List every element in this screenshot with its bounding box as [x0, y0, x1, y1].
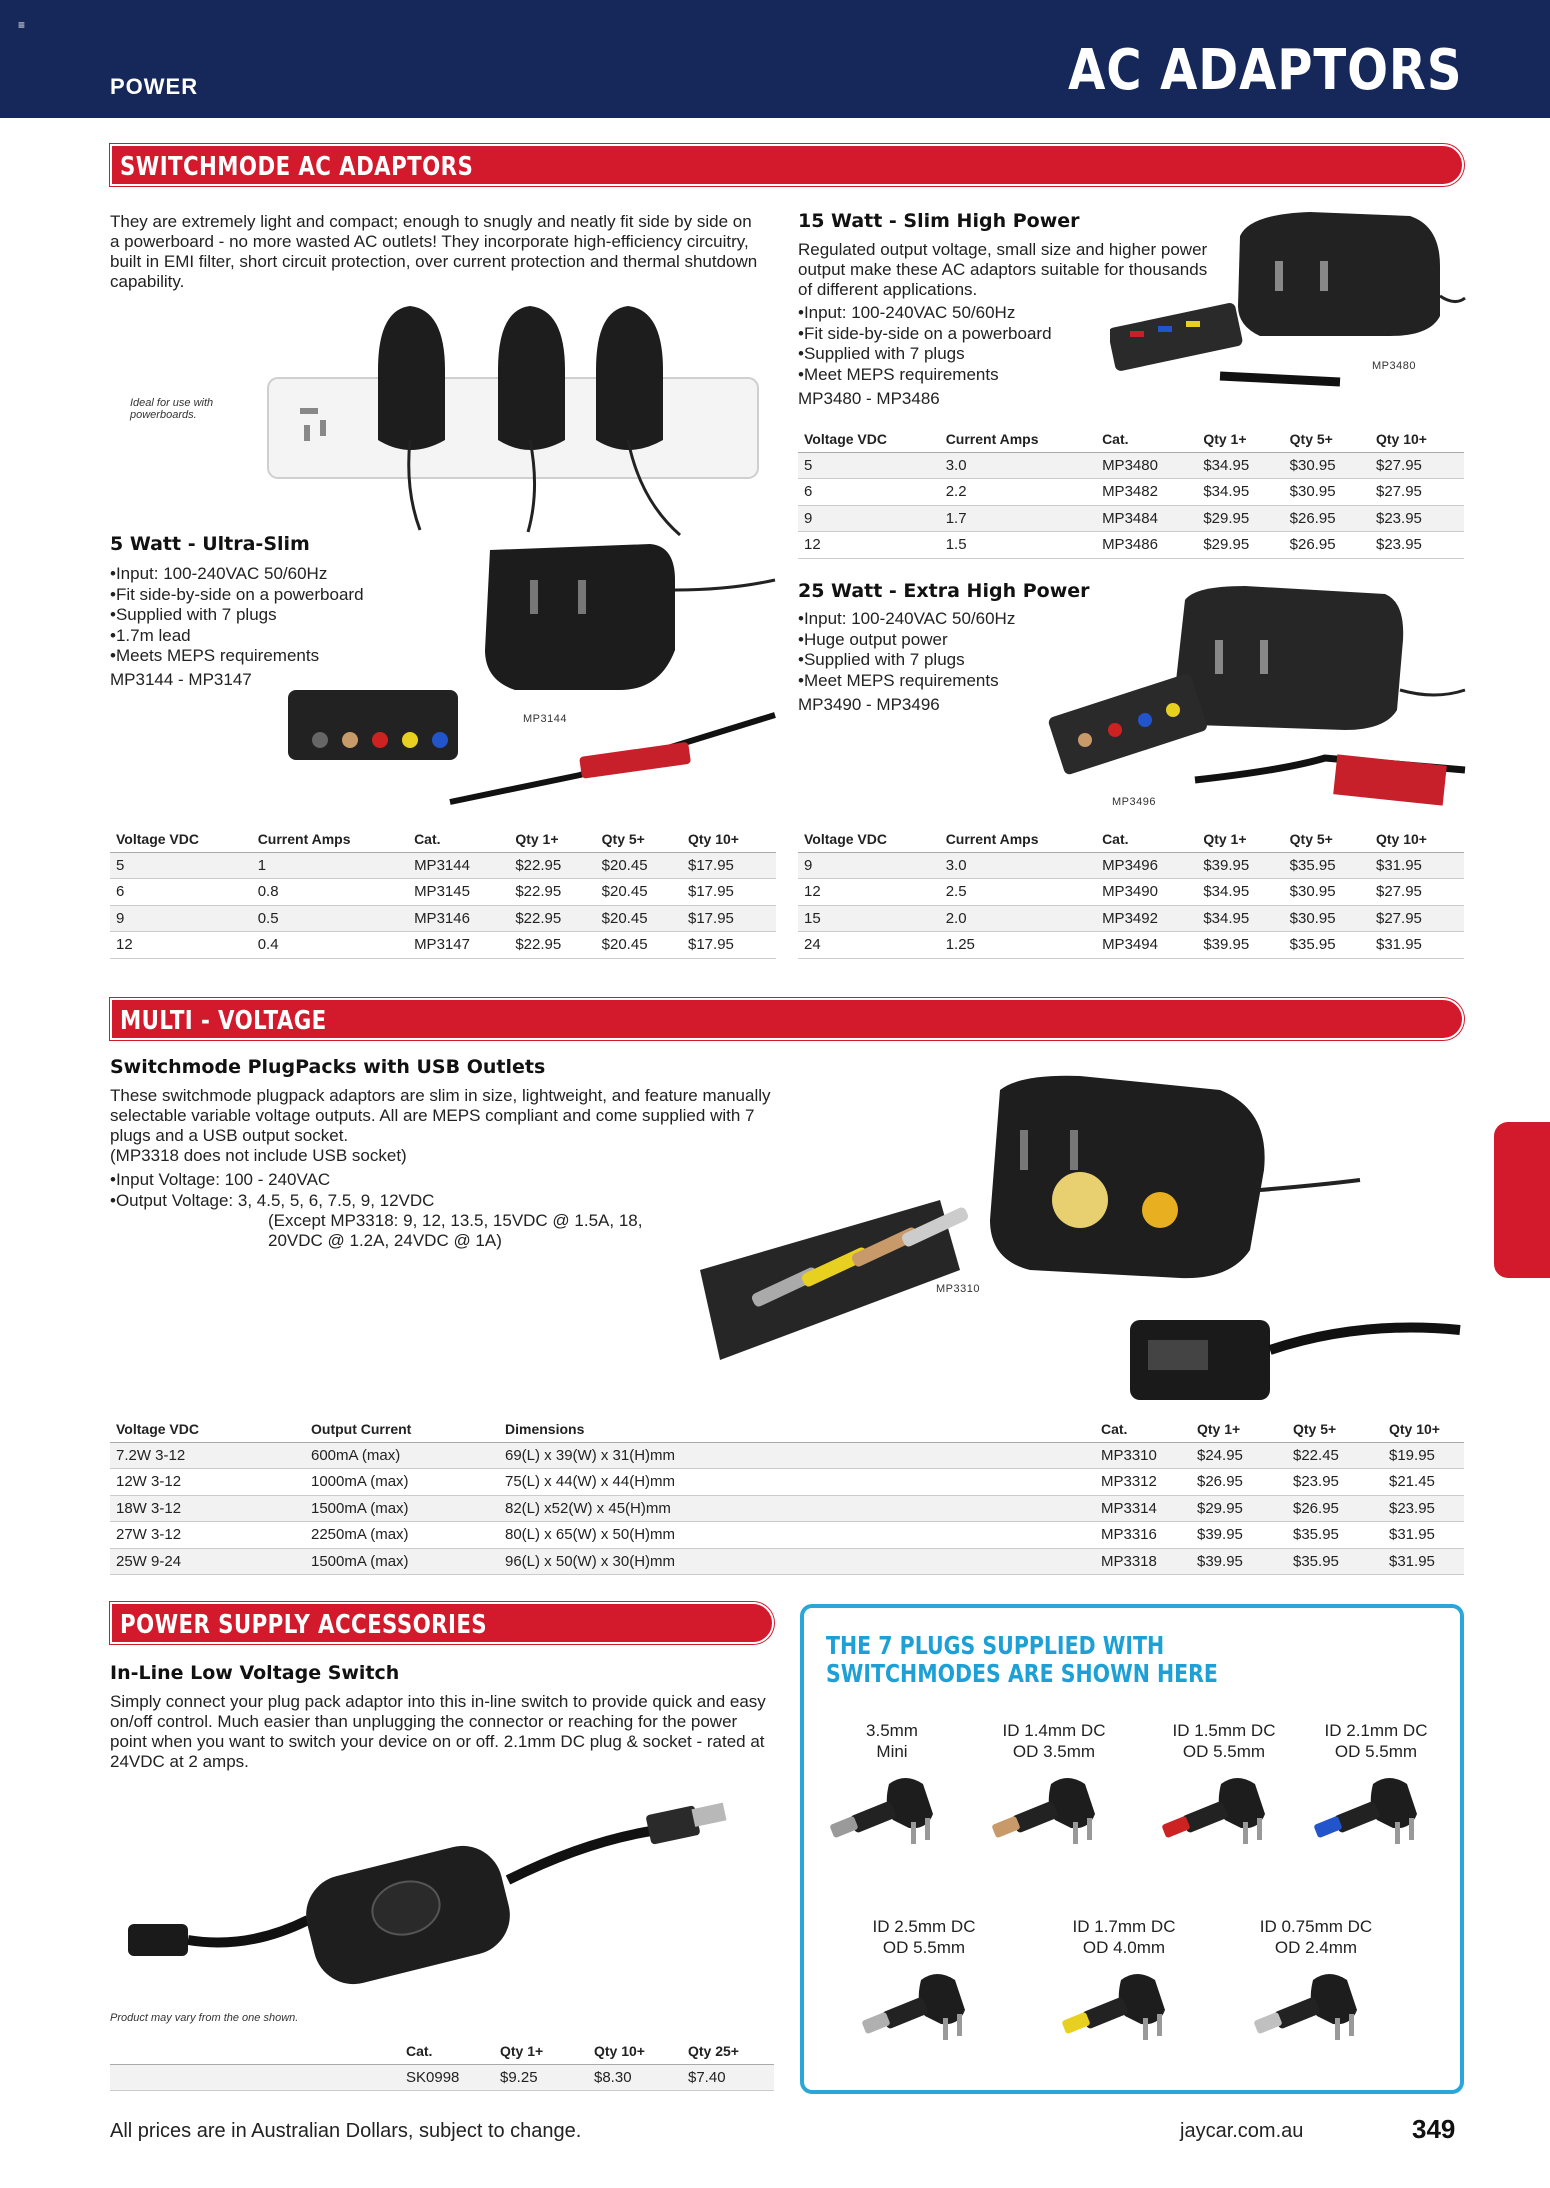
cell: 69(L) x 39(W) x 31(H)mm	[499, 1442, 1095, 1469]
cell: $22.95	[509, 905, 595, 932]
cell: 25W 9-24	[110, 1548, 305, 1575]
25w-features	[798, 609, 1015, 691]
cell: $22.95	[509, 932, 595, 959]
25w-feature: • Supplied with 7 plugs	[798, 650, 1015, 671]
table-row	[110, 2064, 774, 2091]
table-header-row	[110, 2038, 774, 2064]
plug-label-line: OD 5.5mm	[882, 1938, 966, 1957]
cell: 3.0	[940, 852, 1096, 879]
col-qty5: Qty 5+	[1284, 426, 1370, 452]
cell: $26.95	[1284, 505, 1370, 532]
col-dimensions: Dimensions	[499, 1416, 1095, 1442]
15w-title: 15 Watt - Slim High Power	[798, 210, 1080, 232]
plug-label-line: OD 2.4mm	[1274, 1938, 1358, 1957]
cell: 80(L) x 65(W) x 50(H)mm	[499, 1522, 1095, 1549]
plug-label-line: ID 1.4mm DC	[1002, 1721, 1106, 1740]
col-cat: Cat.	[400, 2038, 494, 2064]
plug-icon	[1251, 1966, 1381, 2056]
plug-label-line: 3.5mm	[866, 1721, 918, 1740]
cell: MP3494	[1096, 932, 1197, 959]
cell: 27W 3-12	[110, 1522, 305, 1549]
plugs-title	[826, 1632, 1218, 1688]
plugs-info-box	[800, 1604, 1464, 2094]
col-voltage: Voltage VDC	[798, 826, 940, 852]
cell: MP3147	[408, 932, 509, 959]
accessories-note: Product may vary from the one shown.	[110, 2012, 299, 2024]
cell: $27.95	[1370, 879, 1464, 906]
15w-feature: • Supplied with 7 plugs	[798, 344, 1052, 365]
cell: 0.4	[252, 932, 408, 959]
cell: SK0998	[400, 2064, 494, 2091]
table-row	[798, 905, 1464, 932]
cell: $30.95	[1284, 452, 1370, 479]
col-voltage: Voltage VDC	[110, 1416, 305, 1442]
15w-image-label: MP3480	[1372, 360, 1416, 372]
cell: $26.95	[1287, 1495, 1383, 1522]
plug-item	[1296, 1720, 1456, 1865]
table-row	[110, 1442, 1464, 1469]
multi-image-label: MP3310	[936, 1283, 980, 1295]
col-current: Current Amps	[940, 426, 1096, 452]
menu-icon[interactable]: ≡	[18, 18, 26, 32]
cell: $17.95	[682, 879, 776, 906]
25w-image-label: MP3496	[1112, 796, 1156, 808]
cell: $29.95	[1197, 505, 1283, 532]
plug-icon	[1311, 1770, 1441, 1860]
cell: 12	[798, 879, 940, 906]
multi-except-2: 20VDC @ 1.2A, 24VDC @ 1A)	[268, 1231, 502, 1250]
cell: $34.95	[1197, 479, 1283, 506]
cell: $8.30	[588, 2064, 682, 2091]
multi-voltage-banner-label: MULTI - VOLTAGE	[120, 1006, 327, 1036]
cell: 7.2W 3-12	[110, 1442, 305, 1469]
cell: 2.0	[940, 905, 1096, 932]
cell: 6	[798, 479, 940, 506]
cell: $27.95	[1370, 905, 1464, 932]
table-row	[110, 1495, 1464, 1522]
cell: $30.95	[1284, 905, 1370, 932]
price-disclaimer: All prices are in Australian Dollars, subject to change.	[110, 2120, 582, 2142]
cell: MP3312	[1095, 1469, 1191, 1496]
inline-switch-image	[128, 1790, 738, 2000]
plug-item	[1044, 1916, 1204, 2061]
cell: $34.95	[1197, 905, 1283, 932]
multi-feature: • Input Voltage: 100 - 240VAC	[110, 1170, 434, 1191]
page-header	[0, 0, 1550, 118]
cell: $21.45	[1383, 1469, 1464, 1496]
plug-label-line: ID 1.7mm DC	[1072, 1917, 1176, 1936]
table-row	[110, 1469, 1464, 1496]
cell: $31.95	[1370, 932, 1464, 959]
accessories-banner	[110, 1602, 774, 1644]
cell: $39.95	[1197, 932, 1283, 959]
cell: 96(L) x 50(W) x 30(H)mm	[499, 1548, 1095, 1575]
cell: $39.95	[1191, 1522, 1287, 1549]
table-row	[110, 1522, 1464, 1549]
section-tab-marker	[1494, 1122, 1550, 1278]
cell: 9	[110, 905, 252, 932]
plug-icon	[989, 1770, 1119, 1860]
cell: 1.5	[940, 532, 1096, 559]
15w-desc: Regulated output voltage, small size and higher power output make these AC adaptors suitable for thousands of different applications.	[798, 240, 1208, 299]
cell: 600mA (max)	[305, 1442, 499, 1469]
cell: 1.25	[940, 932, 1096, 959]
plug-item	[1236, 1916, 1396, 2061]
plug-item	[1144, 1720, 1304, 1865]
5w-feature: • 1.7m lead	[110, 626, 364, 647]
15w-feature: • Fit side-by-side on a powerboard	[798, 324, 1052, 345]
cell: MP3490	[1096, 879, 1197, 906]
table-row	[798, 452, 1464, 479]
cell: 5	[798, 452, 940, 479]
cell: MP3316	[1095, 1522, 1191, 1549]
cell: $27.95	[1370, 452, 1464, 479]
plug-label-line: OD 5.5mm	[1334, 1742, 1418, 1761]
plug-icon	[1159, 1770, 1289, 1860]
cell: $31.95	[1370, 852, 1464, 879]
25w-title: 25 Watt - Extra High Power	[798, 580, 1090, 602]
cell: $7.40	[682, 2064, 774, 2091]
multi-feature: • Output Voltage: 3, 4.5, 5, 6, 7.5, 9, 12VDC	[110, 1191, 434, 1212]
cell: $24.95	[1191, 1442, 1287, 1469]
25w-feature: • Meet MEPS requirements	[798, 671, 1015, 692]
plug-label-line: OD 3.5mm	[1012, 1742, 1096, 1761]
col-current: Current Amps	[940, 826, 1096, 852]
25w-feature: • Input: 100-240VAC 50/60Hz	[798, 609, 1015, 630]
15w-feature: • Input: 100-240VAC 50/60Hz	[798, 303, 1052, 324]
cell: $23.95	[1287, 1469, 1383, 1496]
cell: $34.95	[1197, 452, 1283, 479]
col-qty1: Qty 1+	[509, 826, 595, 852]
cell: 6	[110, 879, 252, 906]
cell: 2.2	[940, 479, 1096, 506]
table-row	[110, 852, 776, 879]
col-qty1: Qty 1+	[1197, 426, 1283, 452]
plug-label-line: ID 2.5mm DC	[872, 1917, 976, 1936]
table-row	[798, 532, 1464, 559]
cell: MP3318	[1095, 1548, 1191, 1575]
cell: 2.5	[940, 879, 1096, 906]
5w-feature: • Supplied with 7 plugs	[110, 605, 364, 626]
multi-note: (MP3318 does not include USB socket)	[110, 1146, 407, 1165]
col-cat: Cat.	[1096, 826, 1197, 852]
cell: 12	[110, 932, 252, 959]
plug-label-line: OD 5.5mm	[1182, 1742, 1266, 1761]
15w-feature: • Meet MEPS requirements	[798, 365, 1052, 386]
table-row	[110, 1548, 1464, 1575]
plug-label-line: Mini	[876, 1742, 908, 1761]
cell: $35.95	[1284, 932, 1370, 959]
cell: $20.45	[596, 905, 682, 932]
plug-label-line: ID 2.1mm DC	[1324, 1721, 1428, 1740]
accessories-title: In-Line Low Voltage Switch	[110, 1662, 400, 1684]
cell: 1500mA (max)	[305, 1548, 499, 1575]
cell: $17.95	[682, 852, 776, 879]
col-voltage: Voltage VDC	[798, 426, 940, 452]
cell: $27.95	[1370, 479, 1464, 506]
col-qty10: Qty 10+	[1383, 1416, 1464, 1442]
cell: 0.5	[252, 905, 408, 932]
15w-price-table	[798, 426, 1464, 559]
col-qty10: Qty 10+	[588, 2038, 682, 2064]
cell: 1.7	[940, 505, 1096, 532]
table-header-row	[798, 426, 1464, 452]
switchmode-banner	[110, 144, 1464, 186]
cell: 12	[798, 532, 940, 559]
cell: 15	[798, 905, 940, 932]
table-header-row	[798, 826, 1464, 852]
table-header-row	[110, 826, 776, 852]
cell: 24	[798, 932, 940, 959]
accessories-price-table	[110, 2038, 774, 2091]
cell: $35.95	[1284, 852, 1370, 879]
plug-label-line: ID 0.75mm DC	[1259, 1917, 1373, 1936]
col-qty10: Qty 10+	[1370, 426, 1464, 452]
cell: 82(L) x52(W) x 45(H)mm	[499, 1495, 1095, 1522]
plug-label-line: OD 4.0mm	[1082, 1938, 1166, 1957]
cell: 12W 3-12	[110, 1469, 305, 1496]
page-number: 349	[1412, 2114, 1456, 2144]
cell: $19.95	[1383, 1442, 1464, 1469]
cell: MP3482	[1096, 479, 1197, 506]
cell: $23.95	[1383, 1495, 1464, 1522]
cell: $22.95	[509, 879, 595, 906]
multi-title: Switchmode PlugPacks with USB Outlets	[110, 1056, 546, 1078]
table-row	[110, 905, 776, 932]
col-cat: Cat.	[1095, 1416, 1191, 1442]
5w-image-label: MP3144	[523, 713, 567, 725]
cell: MP3480	[1096, 452, 1197, 479]
table-row	[798, 479, 1464, 506]
cell: $22.95	[509, 852, 595, 879]
plug-icon	[859, 1966, 989, 2056]
col-current: Current Amps	[252, 826, 408, 852]
col-cat: Cat.	[408, 826, 509, 852]
cell: MP3484	[1096, 505, 1197, 532]
plugs-title-line: SWITCHMODES ARE SHOWN HERE	[826, 1659, 1218, 1688]
25w-adaptor-image	[1045, 580, 1475, 820]
cell: $23.95	[1370, 505, 1464, 532]
15w-codes: MP3480 - MP3486	[798, 389, 940, 408]
cell: $17.95	[682, 932, 776, 959]
powerboard-image	[260, 300, 780, 540]
col-output-current: Output Current	[305, 1416, 499, 1442]
5w-feature: • Meets MEPS requirements	[110, 646, 364, 667]
table-row	[798, 932, 1464, 959]
cell: $17.95	[682, 905, 776, 932]
powerboard-note: Ideal for use with powerboards.	[130, 397, 214, 421]
table-row	[798, 879, 1464, 906]
cell: MP3492	[1096, 905, 1197, 932]
cell: $20.45	[596, 932, 682, 959]
cell: $31.95	[1383, 1522, 1464, 1549]
15w-features	[798, 303, 1052, 385]
cell: MP3146	[408, 905, 509, 932]
plug-icon	[1059, 1966, 1189, 2056]
table-row	[798, 852, 1464, 879]
cell: 2250mA (max)	[305, 1522, 499, 1549]
col-qty25: Qty 25+	[682, 2038, 774, 2064]
15w-adaptor-image	[1110, 206, 1470, 406]
col-qty10: Qty 10+	[682, 826, 776, 852]
table-row	[110, 932, 776, 959]
plug-icon	[827, 1770, 957, 1860]
table-row	[798, 505, 1464, 532]
cell: $31.95	[1383, 1548, 1464, 1575]
cell: $29.95	[1197, 532, 1283, 559]
5w-price-table	[110, 826, 776, 959]
cell: $39.95	[1197, 852, 1283, 879]
cell: $22.45	[1287, 1442, 1383, 1469]
multi-features	[110, 1170, 434, 1211]
table-row	[110, 879, 776, 906]
cell: $35.95	[1287, 1522, 1383, 1549]
cell: MP3486	[1096, 532, 1197, 559]
section-title: POWER	[110, 74, 199, 99]
5w-codes: MP3144 - MP3147	[110, 670, 252, 689]
cell: $9.25	[494, 2064, 588, 2091]
col-qty1: Qty 1+	[494, 2038, 588, 2064]
accessories-desc: Simply connect your plug pack adaptor into this in-line switch to provide quick and easy on/off control. Much easier than unplugging the connector or reaching for the power point when you want to switch your device on or off. 2.1mm DC plug & socket - rated at 24VDC at 2 amps.	[110, 1692, 766, 1771]
accessories-banner-label: POWER SUPPLY ACCESSORIES	[120, 1610, 488, 1640]
cell: $23.95	[1370, 532, 1464, 559]
multi-voltage-banner	[110, 998, 1464, 1040]
cell: 1	[252, 852, 408, 879]
col-voltage: Voltage VDC	[110, 826, 252, 852]
col-qty1: Qty 1+	[1191, 1416, 1287, 1442]
cell: 3.0	[940, 452, 1096, 479]
cell: $30.95	[1284, 479, 1370, 506]
cell: MP3144	[408, 852, 509, 879]
cell: 1500mA (max)	[305, 1495, 499, 1522]
cell: $29.95	[1191, 1495, 1287, 1522]
cell: MP3310	[1095, 1442, 1191, 1469]
switchmode-banner-label: SWITCHMODE AC ADAPTORS	[120, 152, 474, 182]
page-title: AC ADAPTORS	[1067, 38, 1462, 103]
25w-codes: MP3490 - MP3496	[798, 695, 940, 714]
cell: $34.95	[1197, 879, 1283, 906]
multi-except-1: (Except MP3318: 9, 12, 13.5, 15VDC @ 1.5A, 18,	[268, 1211, 643, 1230]
cell: $20.45	[596, 852, 682, 879]
plug-label-line: ID 1.5mm DC	[1172, 1721, 1276, 1740]
cell: $30.95	[1284, 879, 1370, 906]
5w-adaptor-image	[280, 540, 780, 820]
plug-item	[974, 1720, 1134, 1865]
cell: MP3496	[1096, 852, 1197, 879]
cell: MP3145	[408, 879, 509, 906]
5w-feature: • Input: 100-240VAC 50/60Hz	[110, 564, 364, 585]
cell: 18W 3-12	[110, 1495, 305, 1522]
switchmode-intro: They are extremely light and compact; enough to snugly and neatly fit side by side on a powerboard - no more wasted AC outlets! They incorporate high-efficiency circuitry, built in EMI filter, short circuit protection, over current protection and thermal shutdown capability.	[110, 212, 758, 291]
col-cat: Cat.	[1096, 426, 1197, 452]
cell: $20.45	[596, 879, 682, 906]
cell: 75(L) x 44(W) x 44(H)mm	[499, 1469, 1095, 1496]
cell: $39.95	[1191, 1548, 1287, 1575]
table-header-row	[110, 1416, 1464, 1442]
plug-item	[844, 1916, 1004, 2061]
site-url[interactable]: jaycar.com.au	[1180, 2120, 1304, 2142]
cell: 9	[798, 852, 940, 879]
plugs-title-line: THE 7 PLUGS SUPPLIED WITH	[826, 1631, 1165, 1660]
5w-feature: • Fit side-by-side on a powerboard	[110, 585, 364, 606]
col-qty10: Qty 10+	[1370, 826, 1464, 852]
multi-desc: These switchmode plugpack adaptors are slim in size, lightweight, and feature manually selectable variable voltage outputs. All are MEPS compliant and come supplied with 7 plugs and a USB output socket.	[110, 1086, 771, 1145]
cell: 5	[110, 852, 252, 879]
multi-voltage-adaptor-image	[660, 1070, 1470, 1410]
plug-item	[812, 1720, 972, 1865]
cell: 0.8	[252, 879, 408, 906]
cell: $26.95	[1284, 532, 1370, 559]
cell: 9	[798, 505, 940, 532]
col-qty5: Qty 5+	[596, 826, 682, 852]
multi-price-table	[110, 1416, 1464, 1575]
col-qty1: Qty 1+	[1197, 826, 1283, 852]
cell: $35.95	[1287, 1548, 1383, 1575]
5w-title: 5 Watt - Ultra-Slim	[110, 533, 310, 555]
col-qty5: Qty 5+	[1284, 826, 1370, 852]
cell: MP3314	[1095, 1495, 1191, 1522]
cell: 1000mA (max)	[305, 1469, 499, 1496]
col-qty5: Qty 5+	[1287, 1416, 1383, 1442]
cell: $26.95	[1191, 1469, 1287, 1496]
25w-price-table	[798, 826, 1464, 959]
25w-feature: • Huge output power	[798, 630, 1015, 651]
